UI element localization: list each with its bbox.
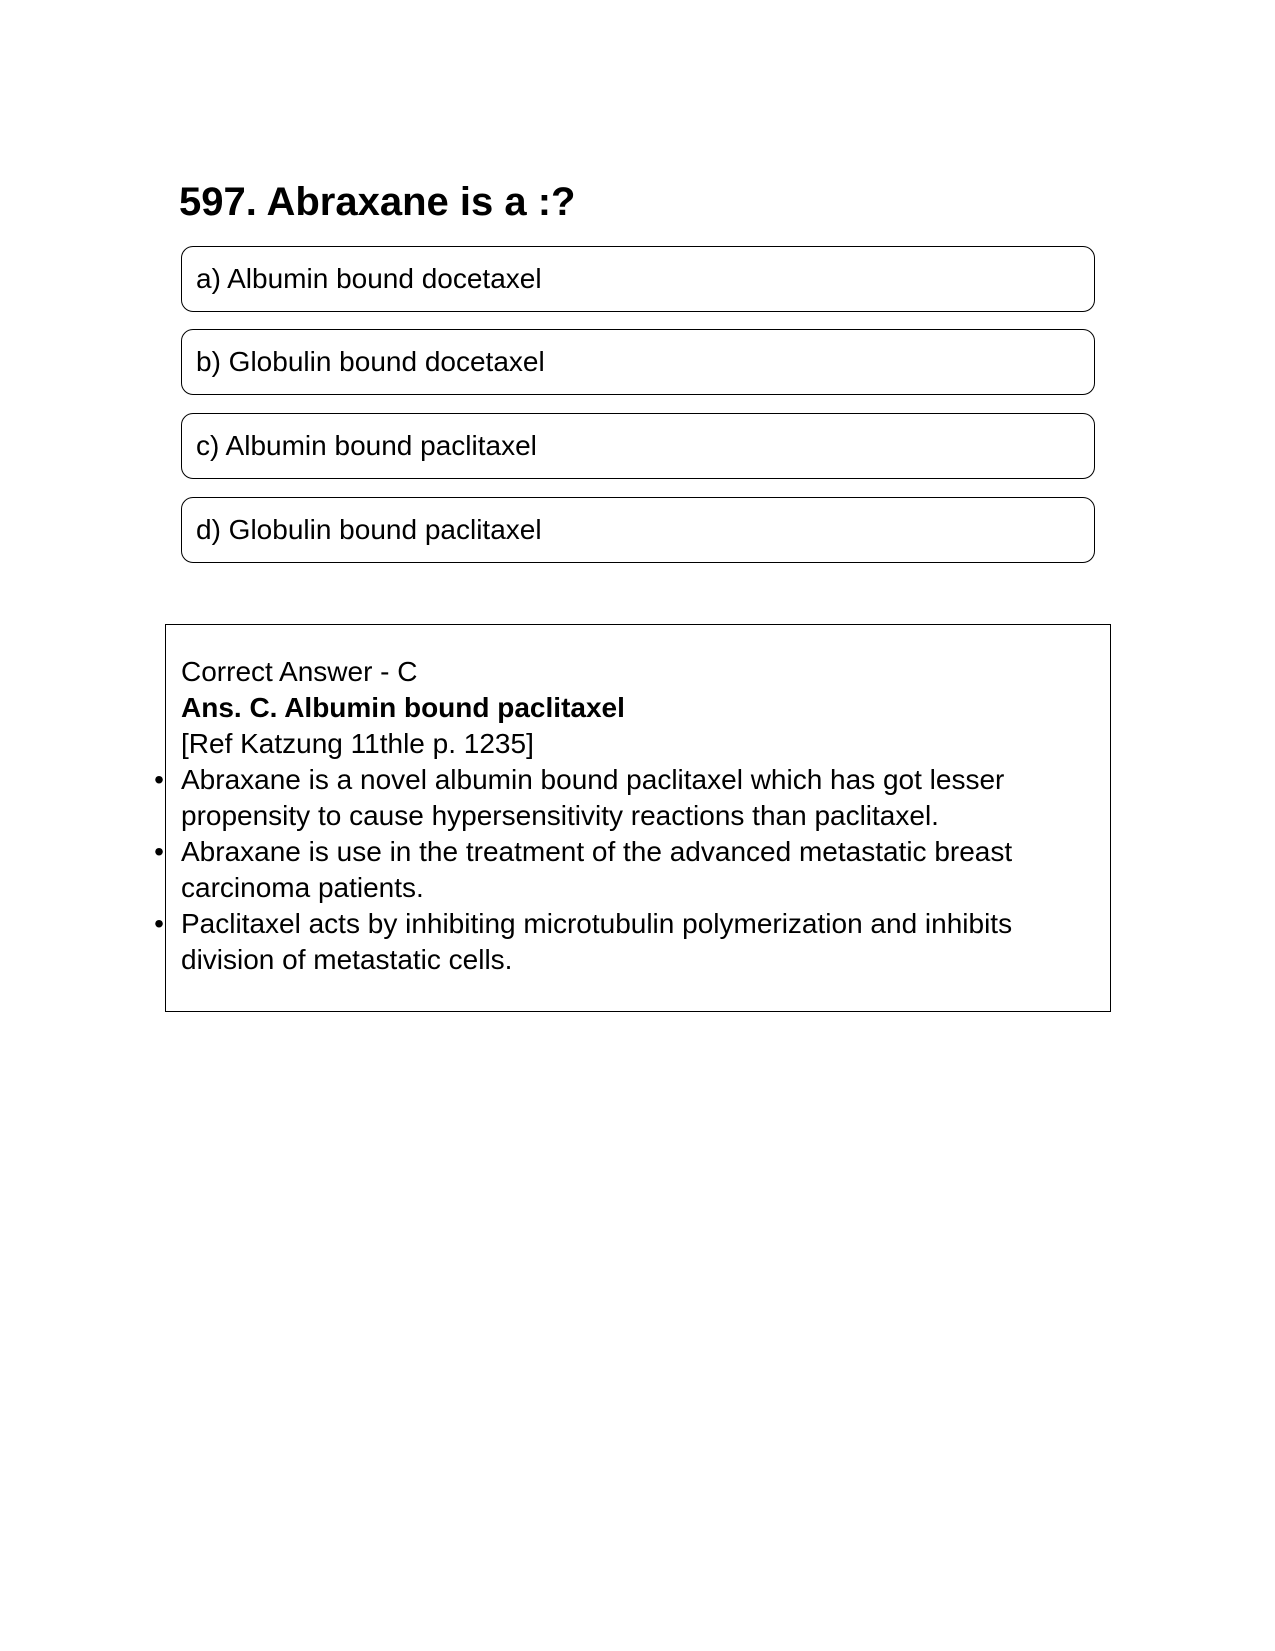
option-a[interactable]: a) Albumin bound docetaxel — [181, 246, 1095, 312]
explanation-points — [154, 762, 1091, 978]
explanation-point — [154, 834, 1091, 906]
explanation-point-text: Abraxane is use in the treatment of the advanced metastatic breast carcinoma patients. — [181, 836, 1013, 903]
correct-answer-label: Correct Answer - C — [181, 656, 418, 687]
answer-heading: Ans. C. Albumin bound paclitaxel — [181, 692, 625, 723]
explanation-point — [154, 906, 1091, 978]
option-b[interactable]: b) Globulin bound docetaxel — [181, 329, 1095, 395]
answer-explanation — [154, 654, 1091, 978]
option-c[interactable]: c) Albumin bound paclitaxel — [181, 413, 1095, 479]
bullet-icon: • — [154, 764, 164, 795]
bullet-icon: • — [154, 908, 164, 939]
explanation-point-text: Paclitaxel acts by inhibiting microtubulin polymerization and inhibits division of metastatic cells. — [181, 908, 1013, 975]
option-d[interactable]: d) Globulin bound paclitaxel — [181, 497, 1095, 563]
answer-reference: [Ref Katzung 11thle p. 1235] — [181, 728, 534, 759]
explanation-point — [154, 762, 1091, 834]
question-title: 597. Abraxane is a :? — [179, 180, 576, 224]
explanation-point-text: Abraxane is a novel albumin bound paclitaxel which has got lesser propensity to cause hypersensitivity reactions than paclitaxel. — [181, 764, 1005, 831]
bullet-icon: • — [154, 836, 164, 867]
